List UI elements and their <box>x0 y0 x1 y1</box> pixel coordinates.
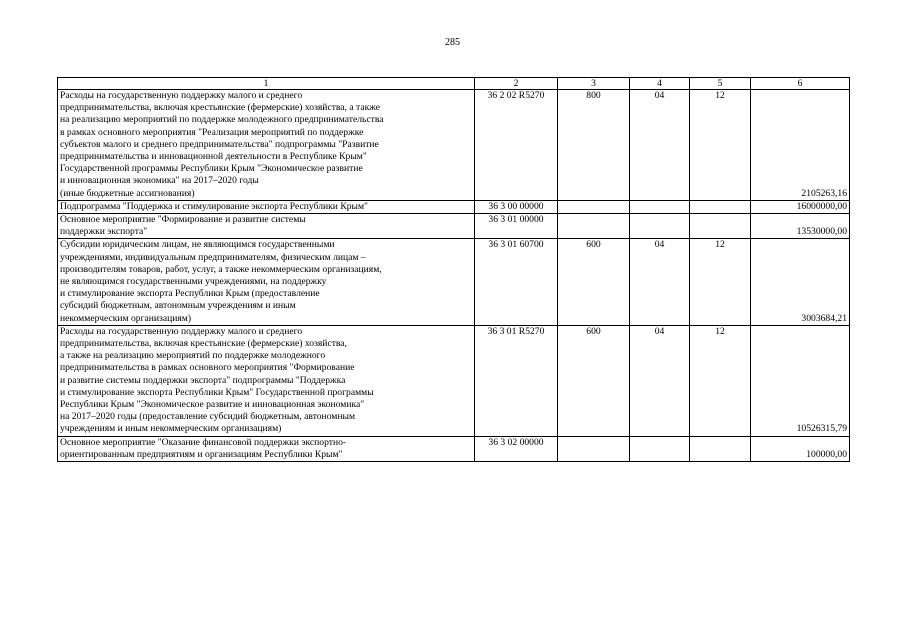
row-col-3: 800 <box>558 90 630 201</box>
table-row <box>58 325 850 436</box>
row-amount: 13530000,00 <box>751 214 850 239</box>
row-col-4: 04 <box>630 325 690 436</box>
row-col-5 <box>690 436 751 461</box>
row-description: Субсидии юридическим лицам, не являющимся государственными учреждениями, индивидуальным предпринимателям, физическим лицам – производителям товаров, работ, услуг, а также некоммерческим организациям, не являющимся государственными учреждениями, на поддержку и стимулирование экспорта Республики Крым (предоставление субсидий бюджетным, автономным учреждениям и иным некоммерческим организациям) <box>58 239 475 325</box>
table-row <box>58 90 850 201</box>
row-code: 36 3 01 R5270 <box>475 325 558 436</box>
row-code: 36 3 02 00000 <box>475 436 558 461</box>
row-amount: 3003684,21 <box>751 239 850 325</box>
row-col-4 <box>630 200 690 213</box>
page-number: 285 <box>445 37 460 48</box>
row-amount: 16000000,00 <box>751 200 850 213</box>
row-col-4 <box>630 436 690 461</box>
row-code: 36 3 00 00000 <box>475 200 558 213</box>
row-amount: 10526315,79 <box>751 325 850 436</box>
row-code: 36 2 02 R5270 <box>475 90 558 201</box>
row-col-5: 12 <box>690 239 751 325</box>
table-header-row <box>58 78 850 90</box>
row-description: Подпрограмма "Поддержка и стимулирование экспорта Республики Крым" <box>58 200 475 213</box>
header-col-1: 1 <box>58 78 475 90</box>
row-col-4: 04 <box>630 239 690 325</box>
table-row <box>58 239 850 325</box>
row-col-5 <box>690 200 751 213</box>
row-col-4: 04 <box>630 90 690 201</box>
header-col-6: 6 <box>751 78 850 90</box>
row-description: Расходы на государственную поддержку малого и среднего предпринимательства, включая крестьянские (фермерские) хозяйства, а также на реализацию мероприятий по поддержке молодежного предпринимательства в рамках основного мероприятия "Формирование и развитие системы поддержки экспорта" подпрограммы "Поддержка и стимулирование экспорта Республики Крым" Государственной программы Республики Крым "Экономическое развитие и инновационная экономика" на 2017–2020 годы (предоставление субсидий бюджетным, автономным учреждениям и иным некоммерческим организациям) <box>58 325 475 436</box>
row-amount: 2105263,16 <box>751 90 850 201</box>
row-col-3: 600 <box>558 239 630 325</box>
row-col-3 <box>558 200 630 213</box>
budget-table <box>57 77 850 462</box>
row-description: Основное мероприятие "Формирование и развитие системы поддержки экспорта" <box>58 214 475 239</box>
row-col-3: 600 <box>558 325 630 436</box>
row-code: 36 3 01 60700 <box>475 239 558 325</box>
row-col-5: 12 <box>690 325 751 436</box>
row-description: Расходы на государственную поддержку малого и среднего предпринимательства, включая крестьянские (фермерские) хозяйства, а также на реализацию мероприятий по поддержке молодежного предпринимательства в рамках основного мероприятия "Реализация мероприятий по поддержке субъектов малого и среднего предпринимательства" подпрограммы "Развитие предпринимательства и инновационной деятельности в Республике Крым" Государственной программы Республики Крым "Экономическое развитие и инновационная экономика" на 2017–2020 годы (иные бюджетные ассигнования) <box>58 90 475 201</box>
header-col-2: 2 <box>475 78 558 90</box>
row-col-4 <box>630 214 690 239</box>
row-description: Основное мероприятие "Оказание финансовой поддержки экспортно- ориентированным предприятиям и организациям Республики Крым" <box>58 436 475 461</box>
row-amount: 100000,00 <box>751 436 850 461</box>
row-col-3 <box>558 436 630 461</box>
header-col-5: 5 <box>690 78 751 90</box>
table-row <box>58 214 850 239</box>
row-col-5: 12 <box>690 90 751 201</box>
row-code: 36 3 01 00000 <box>475 214 558 239</box>
row-col-3 <box>558 214 630 239</box>
header-col-4: 4 <box>630 78 690 90</box>
table-row <box>58 436 850 461</box>
row-col-5 <box>690 214 751 239</box>
table-row <box>58 200 850 213</box>
header-col-3: 3 <box>558 78 630 90</box>
